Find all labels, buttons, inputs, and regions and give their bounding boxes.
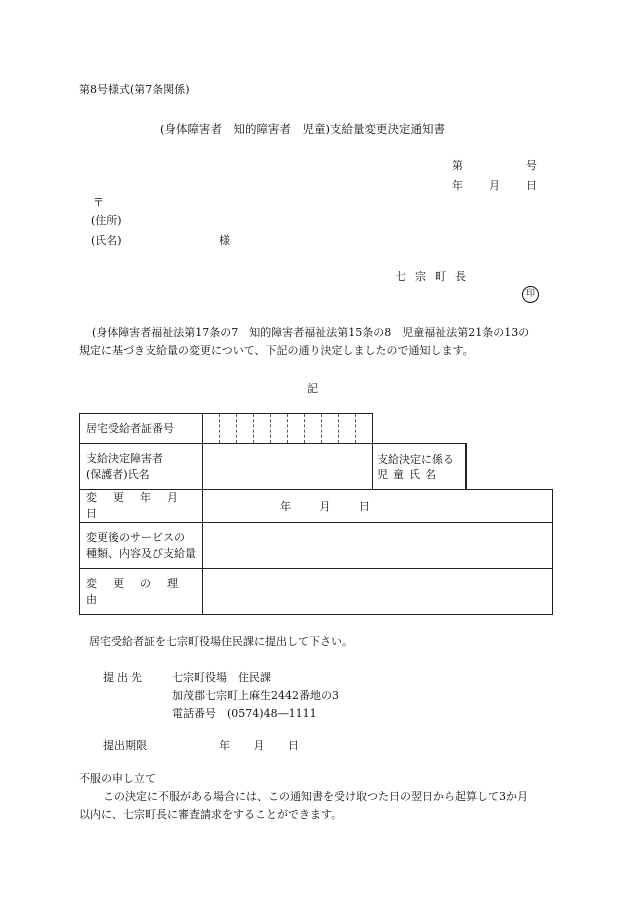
change-date-label: 変更年月日 (80, 490, 203, 523)
child-name-label: 支給決定に係る 児童氏名 (372, 443, 466, 489)
child-name-field[interactable] (466, 443, 552, 489)
reason-field[interactable] (203, 569, 553, 615)
destination-phone: 電話番号 (0574)48―1111 (172, 707, 317, 720)
appeal-line-2: 以内に、七宗町長に審査請求をすることができます。 (79, 808, 343, 821)
deadline-month: 月 (253, 739, 265, 752)
change-date-field[interactable] (203, 490, 553, 523)
service-label: 変更後のサービスの 種類、内容及び支給量 (80, 523, 203, 569)
issue-date-month: 月 (489, 179, 500, 192)
body-line-2: 規定に基づき支給量の変更について、下記の通り決定しましたので通知します。 (79, 344, 474, 357)
issue-date (452, 177, 537, 193)
change-date-year: 年 (280, 500, 291, 513)
postal-mark: 〒 (93, 196, 104, 209)
recipient-name-label: 支給決定障害者 (保護者)氏名 (80, 444, 203, 490)
seal-mark: 印 (522, 286, 539, 303)
document-title: (身体障害者 知的障害者 児童)支給量変更決定通知書 (160, 122, 445, 136)
deadline-year: 年 (219, 739, 230, 752)
name-label: (氏名) (91, 234, 122, 247)
submission-note: 居宅受給者証を七宗町役場住民課に提出して下さい。 (89, 635, 353, 648)
body-line-1: (身体障害者福祉法第17条の7 知的障害者福祉法第15条の8 児童福祉法第21条の13の (92, 326, 530, 339)
issue-no-suffix: 号 (526, 159, 537, 172)
issuer-name: 七宗町長 (395, 270, 475, 283)
cert-number-digit-boxes (203, 414, 372, 443)
deadline-label: 提出期限 (103, 739, 147, 752)
service-field[interactable] (203, 523, 553, 569)
change-date-day: 日 (359, 500, 370, 513)
reason-label: 変更の理由 (80, 569, 203, 615)
destination-name: 七宗町役場 住民課 (172, 671, 271, 684)
change-date-month: 月 (319, 500, 331, 513)
ki-heading: 記 (307, 382, 318, 395)
empty-cell (373, 414, 553, 444)
issue-number (452, 157, 537, 173)
issue-no-prefix: 第 (452, 159, 463, 172)
cert-number-field[interactable] (203, 414, 373, 444)
deadline-date (219, 737, 299, 753)
form-number: 第8号様式(第7条関係) (79, 83, 190, 96)
issue-date-year: 年 (452, 179, 463, 192)
issue-date-day: 日 (526, 179, 537, 192)
address-label: (住所) (91, 214, 122, 227)
appeal-title: 不服の申し立て (79, 772, 156, 785)
destination-label: 提出先 (103, 671, 145, 684)
deadline-day: 日 (288, 739, 299, 752)
destination-address: 加茂郡七宗町上麻生2442番地の3 (172, 689, 339, 702)
honorific: 様 (219, 234, 230, 247)
cert-number-label: 居宅受給者証番号 (80, 414, 203, 444)
appeal-line-1: この決定に不服がある場合には、この通知書を受け取つた日の翌日から起算して3か月 (103, 790, 528, 803)
